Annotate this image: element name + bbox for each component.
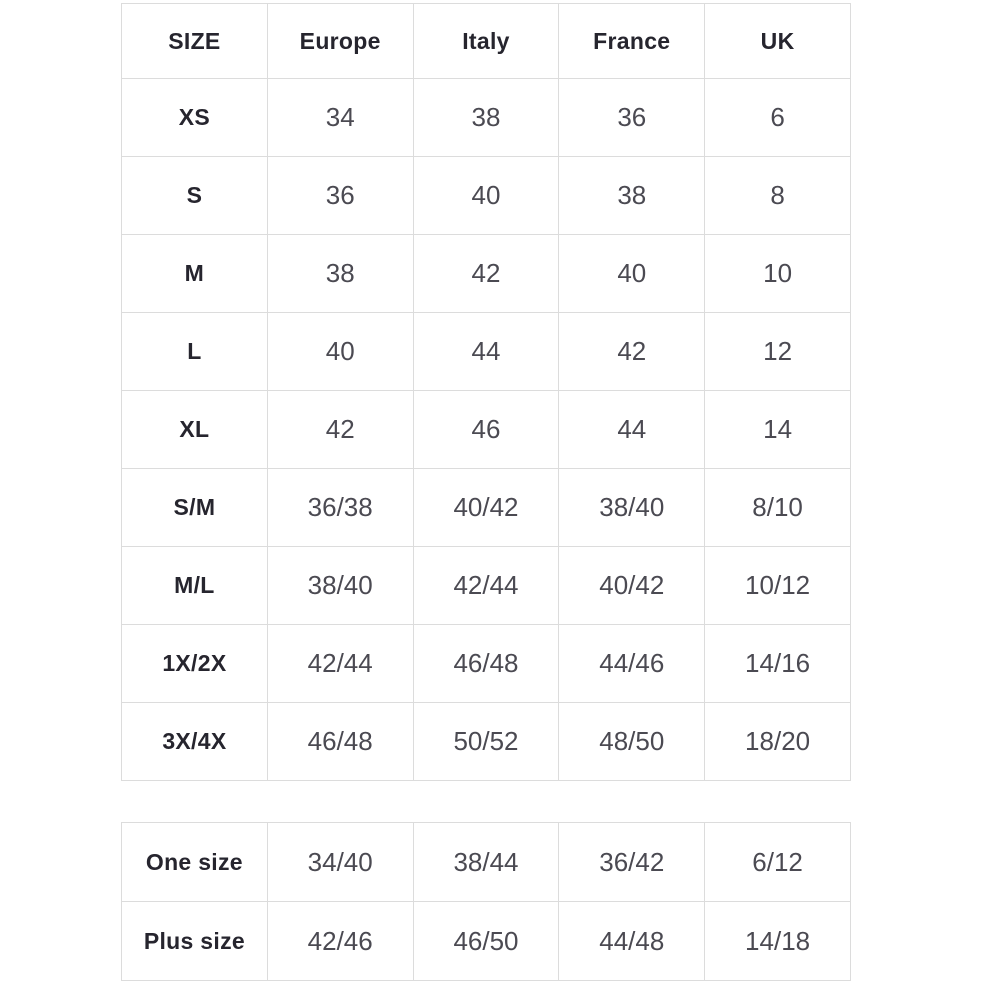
uk-value: 6	[705, 79, 851, 157]
row-label: 3X/4X	[122, 703, 268, 781]
italy-value: 50/52	[413, 703, 559, 781]
italy-value: 44	[413, 313, 559, 391]
france-value: 36	[559, 79, 705, 157]
europe-value: 36/38	[267, 469, 413, 547]
france-value: 36/42	[559, 823, 705, 902]
uk-value: 12	[705, 313, 851, 391]
europe-value: 38	[267, 235, 413, 313]
table-row-1x-2x	[122, 625, 851, 703]
uk-value: 10	[705, 235, 851, 313]
table-row-one-size	[122, 823, 851, 902]
uk-value: 6/12	[705, 823, 851, 902]
table-row-xs	[122, 79, 851, 157]
special-sizes-table	[121, 822, 851, 981]
table-row-plus-size	[122, 902, 851, 981]
italy-value: 38	[413, 79, 559, 157]
size-conversion-table	[121, 3, 851, 781]
column-header-europe: Europe	[267, 4, 413, 79]
column-header-size: SIZE	[122, 4, 268, 79]
table-row-xl	[122, 391, 851, 469]
france-value: 44/48	[559, 902, 705, 981]
italy-value: 42	[413, 235, 559, 313]
table-row-s	[122, 157, 851, 235]
table-row-m-l	[122, 547, 851, 625]
france-value: 40	[559, 235, 705, 313]
europe-value: 42/44	[267, 625, 413, 703]
italy-value: 40	[413, 157, 559, 235]
italy-value: 46/48	[413, 625, 559, 703]
italy-value: 40/42	[413, 469, 559, 547]
europe-value: 34	[267, 79, 413, 157]
uk-value: 14	[705, 391, 851, 469]
column-header-italy: Italy	[413, 4, 559, 79]
row-label: S/M	[122, 469, 268, 547]
france-value: 38	[559, 157, 705, 235]
uk-value: 10/12	[705, 547, 851, 625]
italy-value: 46/50	[413, 902, 559, 981]
header-row	[122, 4, 851, 79]
row-label: XL	[122, 391, 268, 469]
europe-value: 42/46	[267, 902, 413, 981]
italy-value: 38/44	[413, 823, 559, 902]
france-value: 40/42	[559, 547, 705, 625]
france-value: 48/50	[559, 703, 705, 781]
row-label: 1X/2X	[122, 625, 268, 703]
italy-value: 46	[413, 391, 559, 469]
uk-value: 18/20	[705, 703, 851, 781]
europe-value: 40	[267, 313, 413, 391]
france-value: 44/46	[559, 625, 705, 703]
row-label: M/L	[122, 547, 268, 625]
table-row-m	[122, 235, 851, 313]
france-value: 44	[559, 391, 705, 469]
table-row-l	[122, 313, 851, 391]
uk-value: 8	[705, 157, 851, 235]
europe-value: 34/40	[267, 823, 413, 902]
europe-value: 46/48	[267, 703, 413, 781]
uk-value: 8/10	[705, 469, 851, 547]
table-row-3x-4x	[122, 703, 851, 781]
france-value: 38/40	[559, 469, 705, 547]
france-value: 42	[559, 313, 705, 391]
europe-value: 36	[267, 157, 413, 235]
column-header-uk: UK	[705, 4, 851, 79]
row-label: Plus size	[122, 902, 268, 981]
uk-value: 14/16	[705, 625, 851, 703]
row-label: XS	[122, 79, 268, 157]
table-row-s-m	[122, 469, 851, 547]
italy-value: 42/44	[413, 547, 559, 625]
column-header-france: France	[559, 4, 705, 79]
europe-value: 38/40	[267, 547, 413, 625]
row-label: S	[122, 157, 268, 235]
row-label: L	[122, 313, 268, 391]
row-label: M	[122, 235, 268, 313]
row-label: One size	[122, 823, 268, 902]
uk-value: 14/18	[705, 902, 851, 981]
europe-value: 42	[267, 391, 413, 469]
